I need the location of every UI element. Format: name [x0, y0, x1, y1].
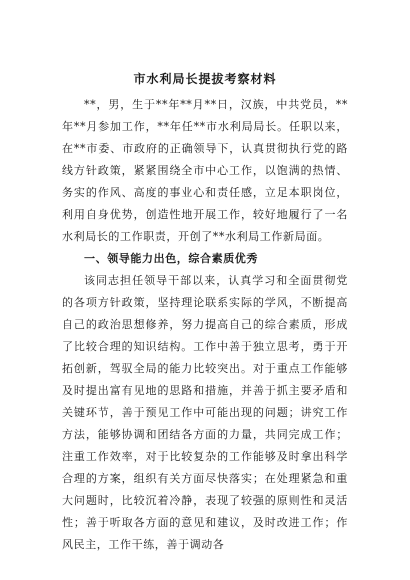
- section-heading: 一、领导能力出色，综合素质优秀: [84, 252, 258, 265]
- document-title: 市水利局长提拔考察材料: [133, 72, 277, 86]
- intro-paragraph: **，男，生于**年**月**日，汉族，中共党员，**年**月参加工作，**年任**市水利局局长。任职以来，在**市委、市政府的正确领导下，认真贯彻执行党的路线方针政策，紧紧围绕全市中心工作，以饱满的热情、务实的作风、高度的事业心和责任感，立足本职岗位，利用自身优势，创造性地开展工作，较好地履行了一名水利局长的工作职责，开创了**水利局工作新局面。: [62, 98, 348, 243]
- section-paragraph: 该同志担任领导干部以来，认真学习和全面贯彻党的各项方针政策，坚持理论联系实际的学风，不断提高自己的政治思想修养，努力提高自己的综合素质，形成了比较合理的知识结构。工作中善于独立思考，勇于开拓创新，驾驭全局的能力比较突出。对于重点工作能够及时提出富有见地的思路和措施，并善于抓主要矛盾和关键环节，善于预见工作中可能出现的问题；讲究工作方法，能够协调和团结各方面的力量，共同完成工作；注重工作效率，对于比较复杂的工作能够及时拿出科学合理的方案，组织有关方面尽快落实；在处理紧急和重大问题时，比较沉着冷静，表现了较强的原则性和灵活性；善于听取各方面的意见和建议，及时改进工作；作风民主，工作干练，善于调动各: [62, 274, 348, 551]
